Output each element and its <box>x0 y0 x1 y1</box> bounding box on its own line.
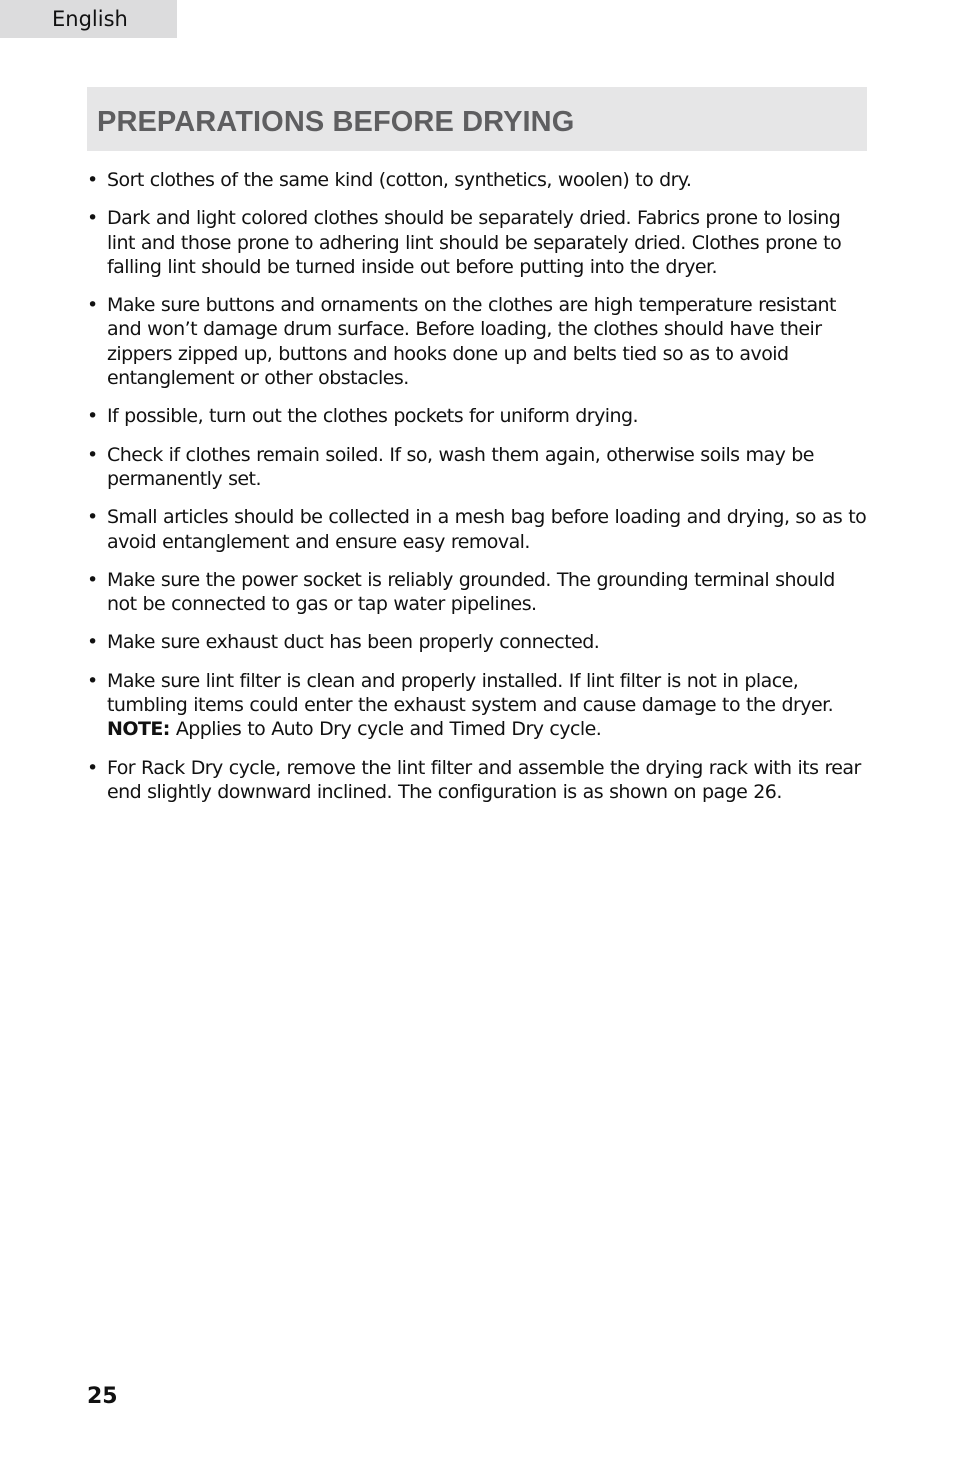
list-item <box>87 669 867 742</box>
page-number: 25 <box>87 1384 118 1409</box>
list-item-text: Check if clothes remain soiled. If so, wash them again, otherwise soils may be permanently set. <box>107 443 814 490</box>
list-item-text: Sort clothes of the same kind (cotton, synthetics, woolen) to dry. <box>107 169 692 191</box>
bullet-icon: • <box>87 568 98 591</box>
bullet-icon: • <box>87 169 98 191</box>
bullet-icon: • <box>87 443 98 466</box>
list-item <box>87 206 867 279</box>
bullet-icon: • <box>87 294 98 317</box>
bullet-icon: • <box>87 405 98 428</box>
list-item-text: Make sure exhaust duct has been properly connected. <box>107 631 600 654</box>
list-item <box>87 168 867 192</box>
section-header <box>87 87 867 151</box>
bullet-icon: • <box>87 207 98 230</box>
list-item <box>87 630 867 654</box>
list-item-text: If possible, turn out the clothes pockets for uniform drying. <box>107 405 638 428</box>
list-item-text: Make sure lint filter is clean and properly installed. If lint filter is not in place, tumbling items could enter the exhaust system and cause damage to the dryer. <box>107 669 834 717</box>
bullet-icon: • <box>87 756 98 779</box>
list-item-text: Dark and light colored clothes should be separately dried. Fabrics prone to losing lint and those prone to adhering lint should be separately dried. Clothes prone to falling lint should be turned inside out before putting into the dryer. <box>107 207 842 278</box>
list-item-text: Make sure the power socket is reliably grounded. The grounding terminal should not be connected to gas or tap water pipelines. <box>107 568 835 616</box>
list-item <box>87 443 867 492</box>
bullet-icon: • <box>87 506 98 529</box>
section-title: PREPARATIONS BEFORE DRYING <box>97 106 575 138</box>
list-item-text: For Rack Dry cycle, remove the lint filter and assemble the drying rack with its rear end slightly downward inclined. The configuration is as shown on page 26. <box>107 756 861 803</box>
bullet-icon: • <box>87 669 98 692</box>
list-item-text: Make sure buttons and ornaments on the clothes are high temperature resistant and won’t damage drum surface. Before loading, the clothes should have their zippers zipped up, buttons and hooks done up and belts tied so as to avoid entanglement or other obstacles. <box>107 294 836 390</box>
bullet-icon: • <box>87 631 98 654</box>
list-item <box>87 505 867 554</box>
note-label: NOTE: <box>107 718 170 741</box>
list-item <box>87 293 867 390</box>
list-item <box>87 756 867 805</box>
list-item-text: Small articles should be collected in a mesh bag before loading and drying, so as to avoid entanglement and ensure easy removal. <box>107 506 867 553</box>
preparation-list <box>87 168 867 818</box>
list-item <box>87 404 867 428</box>
note-text: Applies to Auto Dry cycle and Timed Dry cycle. <box>169 718 602 741</box>
list-item <box>87 568 867 617</box>
language-tab: English <box>0 0 177 38</box>
